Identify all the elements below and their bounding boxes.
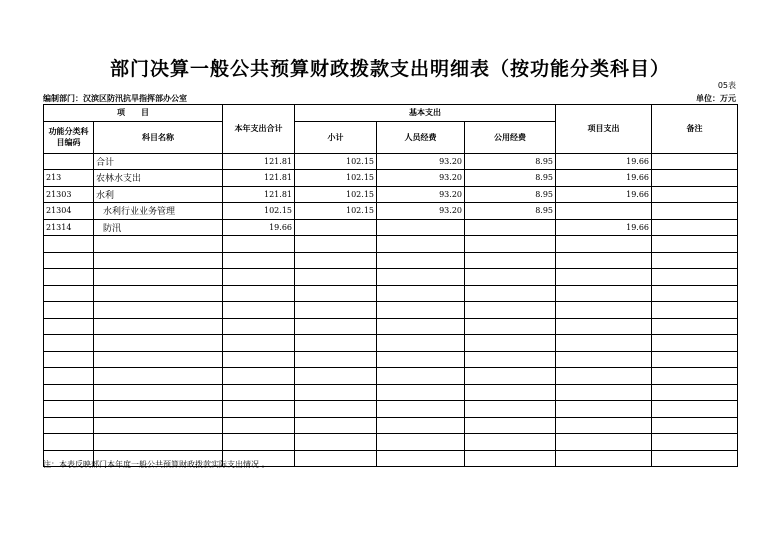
cell-remark bbox=[652, 384, 738, 401]
code-header: 功能分类科目编码 bbox=[44, 121, 94, 153]
cell-public bbox=[465, 219, 556, 236]
cell-total bbox=[223, 384, 295, 401]
cell-name: 合计 bbox=[94, 153, 223, 170]
cell-total bbox=[223, 252, 295, 269]
remark-header: 备注 bbox=[652, 105, 738, 154]
cell-personnel: 93.20 bbox=[377, 203, 465, 220]
cell-code bbox=[44, 434, 94, 451]
cell-remark bbox=[652, 351, 738, 368]
cell-subtotal bbox=[295, 302, 377, 319]
cell-remark bbox=[652, 401, 738, 418]
blank-row bbox=[44, 417, 738, 434]
cell-public bbox=[465, 417, 556, 434]
project-expenditure-header: 项目支出 bbox=[556, 105, 652, 154]
blank-row bbox=[44, 384, 738, 401]
cell-remark bbox=[652, 302, 738, 319]
blank-row bbox=[44, 401, 738, 418]
project-header: 项 目 bbox=[44, 105, 223, 122]
cell-name bbox=[94, 384, 223, 401]
cell-personnel bbox=[377, 335, 465, 352]
cell-public bbox=[465, 335, 556, 352]
cell-public bbox=[465, 285, 556, 302]
cell-subtotal bbox=[295, 269, 377, 286]
cell-project bbox=[556, 269, 652, 286]
cell-total bbox=[223, 318, 295, 335]
cell-public: 8.95 bbox=[465, 186, 556, 203]
blank-row bbox=[44, 318, 738, 335]
cell-project bbox=[556, 384, 652, 401]
cell-remark bbox=[652, 285, 738, 302]
cell-name bbox=[94, 335, 223, 352]
cell-subtotal bbox=[295, 285, 377, 302]
subtotal-header: 小计 bbox=[295, 121, 377, 153]
cell-total: 102.15 bbox=[223, 203, 295, 220]
cell-subtotal: 102.15 bbox=[295, 203, 377, 220]
cell-subtotal bbox=[295, 236, 377, 253]
cell-project: 19.66 bbox=[556, 219, 652, 236]
cell-subtotal bbox=[295, 450, 377, 467]
cell-total: 121.81 bbox=[223, 170, 295, 187]
cell-personnel bbox=[377, 384, 465, 401]
cell-personnel bbox=[377, 368, 465, 385]
cell-public bbox=[465, 252, 556, 269]
cell-remark bbox=[652, 236, 738, 253]
cell-personnel bbox=[377, 318, 465, 335]
cell-name: 水利 bbox=[94, 186, 223, 203]
cell-name: 农林水支出 bbox=[94, 170, 223, 187]
unit-label: 单位：万元 bbox=[696, 94, 736, 103]
cell-total bbox=[223, 335, 295, 352]
cell-remark bbox=[652, 417, 738, 434]
cell-personnel bbox=[377, 219, 465, 236]
cell-code bbox=[44, 302, 94, 319]
table-row bbox=[44, 203, 738, 220]
cell-personnel bbox=[377, 417, 465, 434]
cell-personnel bbox=[377, 302, 465, 319]
cell-project bbox=[556, 335, 652, 352]
footnote: 注：本表反映部门本年度一般公共预算财政拨款实际支出情况 。 bbox=[43, 460, 270, 469]
cell-personnel bbox=[377, 401, 465, 418]
cell-total: 121.81 bbox=[223, 153, 295, 170]
cell-remark bbox=[652, 318, 738, 335]
cell-code bbox=[44, 384, 94, 401]
cell-code bbox=[44, 368, 94, 385]
cell-name: 水利行业业务管理 bbox=[94, 203, 223, 220]
cell-remark bbox=[652, 335, 738, 352]
cell-project bbox=[556, 302, 652, 319]
cell-public bbox=[465, 236, 556, 253]
cell-subtotal bbox=[295, 434, 377, 451]
cell-name bbox=[94, 351, 223, 368]
cell-code bbox=[44, 401, 94, 418]
cell-project bbox=[556, 203, 652, 220]
cell-project bbox=[556, 434, 652, 451]
blank-row bbox=[44, 335, 738, 352]
cell-subtotal bbox=[295, 401, 377, 418]
cell-personnel: 93.20 bbox=[377, 153, 465, 170]
public-header: 公用经费 bbox=[465, 121, 556, 153]
cell-project bbox=[556, 450, 652, 467]
cell-project: 19.66 bbox=[556, 153, 652, 170]
blank-row bbox=[44, 236, 738, 253]
cell-remark bbox=[652, 219, 738, 236]
cell-public bbox=[465, 302, 556, 319]
cell-code: 21303 bbox=[44, 186, 94, 203]
blank-row bbox=[44, 351, 738, 368]
cell-total bbox=[223, 401, 295, 418]
total-header: 本年支出合计 bbox=[223, 105, 295, 154]
cell-project bbox=[556, 252, 652, 269]
cell-name bbox=[94, 302, 223, 319]
cell-total bbox=[223, 351, 295, 368]
cell-name bbox=[94, 252, 223, 269]
table-row bbox=[44, 153, 738, 170]
blank-row bbox=[44, 434, 738, 451]
cell-name bbox=[94, 417, 223, 434]
cell-personnel bbox=[377, 450, 465, 467]
table-row bbox=[44, 170, 738, 187]
blank-row bbox=[44, 285, 738, 302]
cell-project: 19.66 bbox=[556, 170, 652, 187]
cell-code bbox=[44, 335, 94, 352]
cell-public bbox=[465, 318, 556, 335]
cell-public bbox=[465, 384, 556, 401]
cell-personnel bbox=[377, 351, 465, 368]
cell-subtotal bbox=[295, 417, 377, 434]
cell-public bbox=[465, 434, 556, 451]
cell-code bbox=[44, 236, 94, 253]
basic-expenditure-header: 基本支出 bbox=[295, 105, 556, 122]
cell-personnel bbox=[377, 285, 465, 302]
cell-public bbox=[465, 368, 556, 385]
cell-total bbox=[223, 368, 295, 385]
cell-name bbox=[94, 434, 223, 451]
cell-project bbox=[556, 351, 652, 368]
cell-name bbox=[94, 401, 223, 418]
cell-code: 213 bbox=[44, 170, 94, 187]
blank-row bbox=[44, 252, 738, 269]
cell-personnel bbox=[377, 236, 465, 253]
cell-remark bbox=[652, 153, 738, 170]
cell-code bbox=[44, 417, 94, 434]
cell-project bbox=[556, 368, 652, 385]
cell-name bbox=[94, 269, 223, 286]
cell-subtotal bbox=[295, 384, 377, 401]
cell-personnel bbox=[377, 269, 465, 286]
cell-code: 21304 bbox=[44, 203, 94, 220]
cell-code bbox=[44, 153, 94, 170]
cell-project bbox=[556, 318, 652, 335]
cell-project bbox=[556, 417, 652, 434]
cell-total bbox=[223, 236, 295, 253]
cell-name bbox=[94, 285, 223, 302]
cell-subtotal: 102.15 bbox=[295, 153, 377, 170]
cell-project bbox=[556, 401, 652, 418]
page-title: 部门决算一般公共预算财政拨款支出明细表（按功能分类科目） bbox=[109, 58, 670, 80]
cell-personnel bbox=[377, 434, 465, 451]
cell-code: 21314 bbox=[44, 219, 94, 236]
cell-subtotal bbox=[295, 335, 377, 352]
cell-remark bbox=[652, 368, 738, 385]
personnel-header: 人员经费 bbox=[377, 121, 465, 153]
cell-name bbox=[94, 318, 223, 335]
cell-project bbox=[556, 236, 652, 253]
cell-total bbox=[223, 269, 295, 286]
cell-total: 121.81 bbox=[223, 186, 295, 203]
cell-public: 8.95 bbox=[465, 153, 556, 170]
cell-total bbox=[223, 285, 295, 302]
table-row bbox=[44, 219, 738, 236]
blank-row bbox=[44, 302, 738, 319]
cell-total bbox=[223, 302, 295, 319]
cell-remark bbox=[652, 252, 738, 269]
cell-name bbox=[94, 368, 223, 385]
cell-remark bbox=[652, 434, 738, 451]
cell-name: 防汛 bbox=[94, 219, 223, 236]
cell-personnel: 93.20 bbox=[377, 186, 465, 203]
cell-subtotal bbox=[295, 351, 377, 368]
form-number: 05表 bbox=[717, 81, 736, 90]
cell-code bbox=[44, 351, 94, 368]
cell-public bbox=[465, 401, 556, 418]
cell-code bbox=[44, 318, 94, 335]
expenditure-table bbox=[43, 104, 738, 467]
cell-public: 8.95 bbox=[465, 170, 556, 187]
cell-subtotal bbox=[295, 368, 377, 385]
cell-code bbox=[44, 269, 94, 286]
cell-subtotal bbox=[295, 318, 377, 335]
cell-personnel: 93.20 bbox=[377, 170, 465, 187]
cell-subtotal: 102.15 bbox=[295, 170, 377, 187]
cell-remark bbox=[652, 170, 738, 187]
cell-subtotal: 102.15 bbox=[295, 186, 377, 203]
table-row bbox=[44, 186, 738, 203]
cell-code bbox=[44, 285, 94, 302]
compiling-department: 编制部门：汉滨区防汛抗旱指挥部办公室 bbox=[43, 94, 187, 103]
cell-public bbox=[465, 269, 556, 286]
subject-name-header: 科目名称 bbox=[94, 121, 223, 153]
cell-personnel bbox=[377, 252, 465, 269]
cell-remark bbox=[652, 186, 738, 203]
cell-total bbox=[223, 417, 295, 434]
cell-subtotal bbox=[295, 219, 377, 236]
cell-remark bbox=[652, 450, 738, 467]
cell-public: 8.95 bbox=[465, 203, 556, 220]
cell-name bbox=[94, 236, 223, 253]
cell-project: 19.66 bbox=[556, 186, 652, 203]
cell-total bbox=[223, 434, 295, 451]
cell-project bbox=[556, 285, 652, 302]
blank-row bbox=[44, 269, 738, 286]
blank-row bbox=[44, 368, 738, 385]
cell-remark bbox=[652, 269, 738, 286]
cell-code bbox=[44, 252, 94, 269]
cell-public bbox=[465, 450, 556, 467]
cell-public bbox=[465, 351, 556, 368]
cell-remark bbox=[652, 203, 738, 220]
cell-subtotal bbox=[295, 252, 377, 269]
cell-total: 19.66 bbox=[223, 219, 295, 236]
